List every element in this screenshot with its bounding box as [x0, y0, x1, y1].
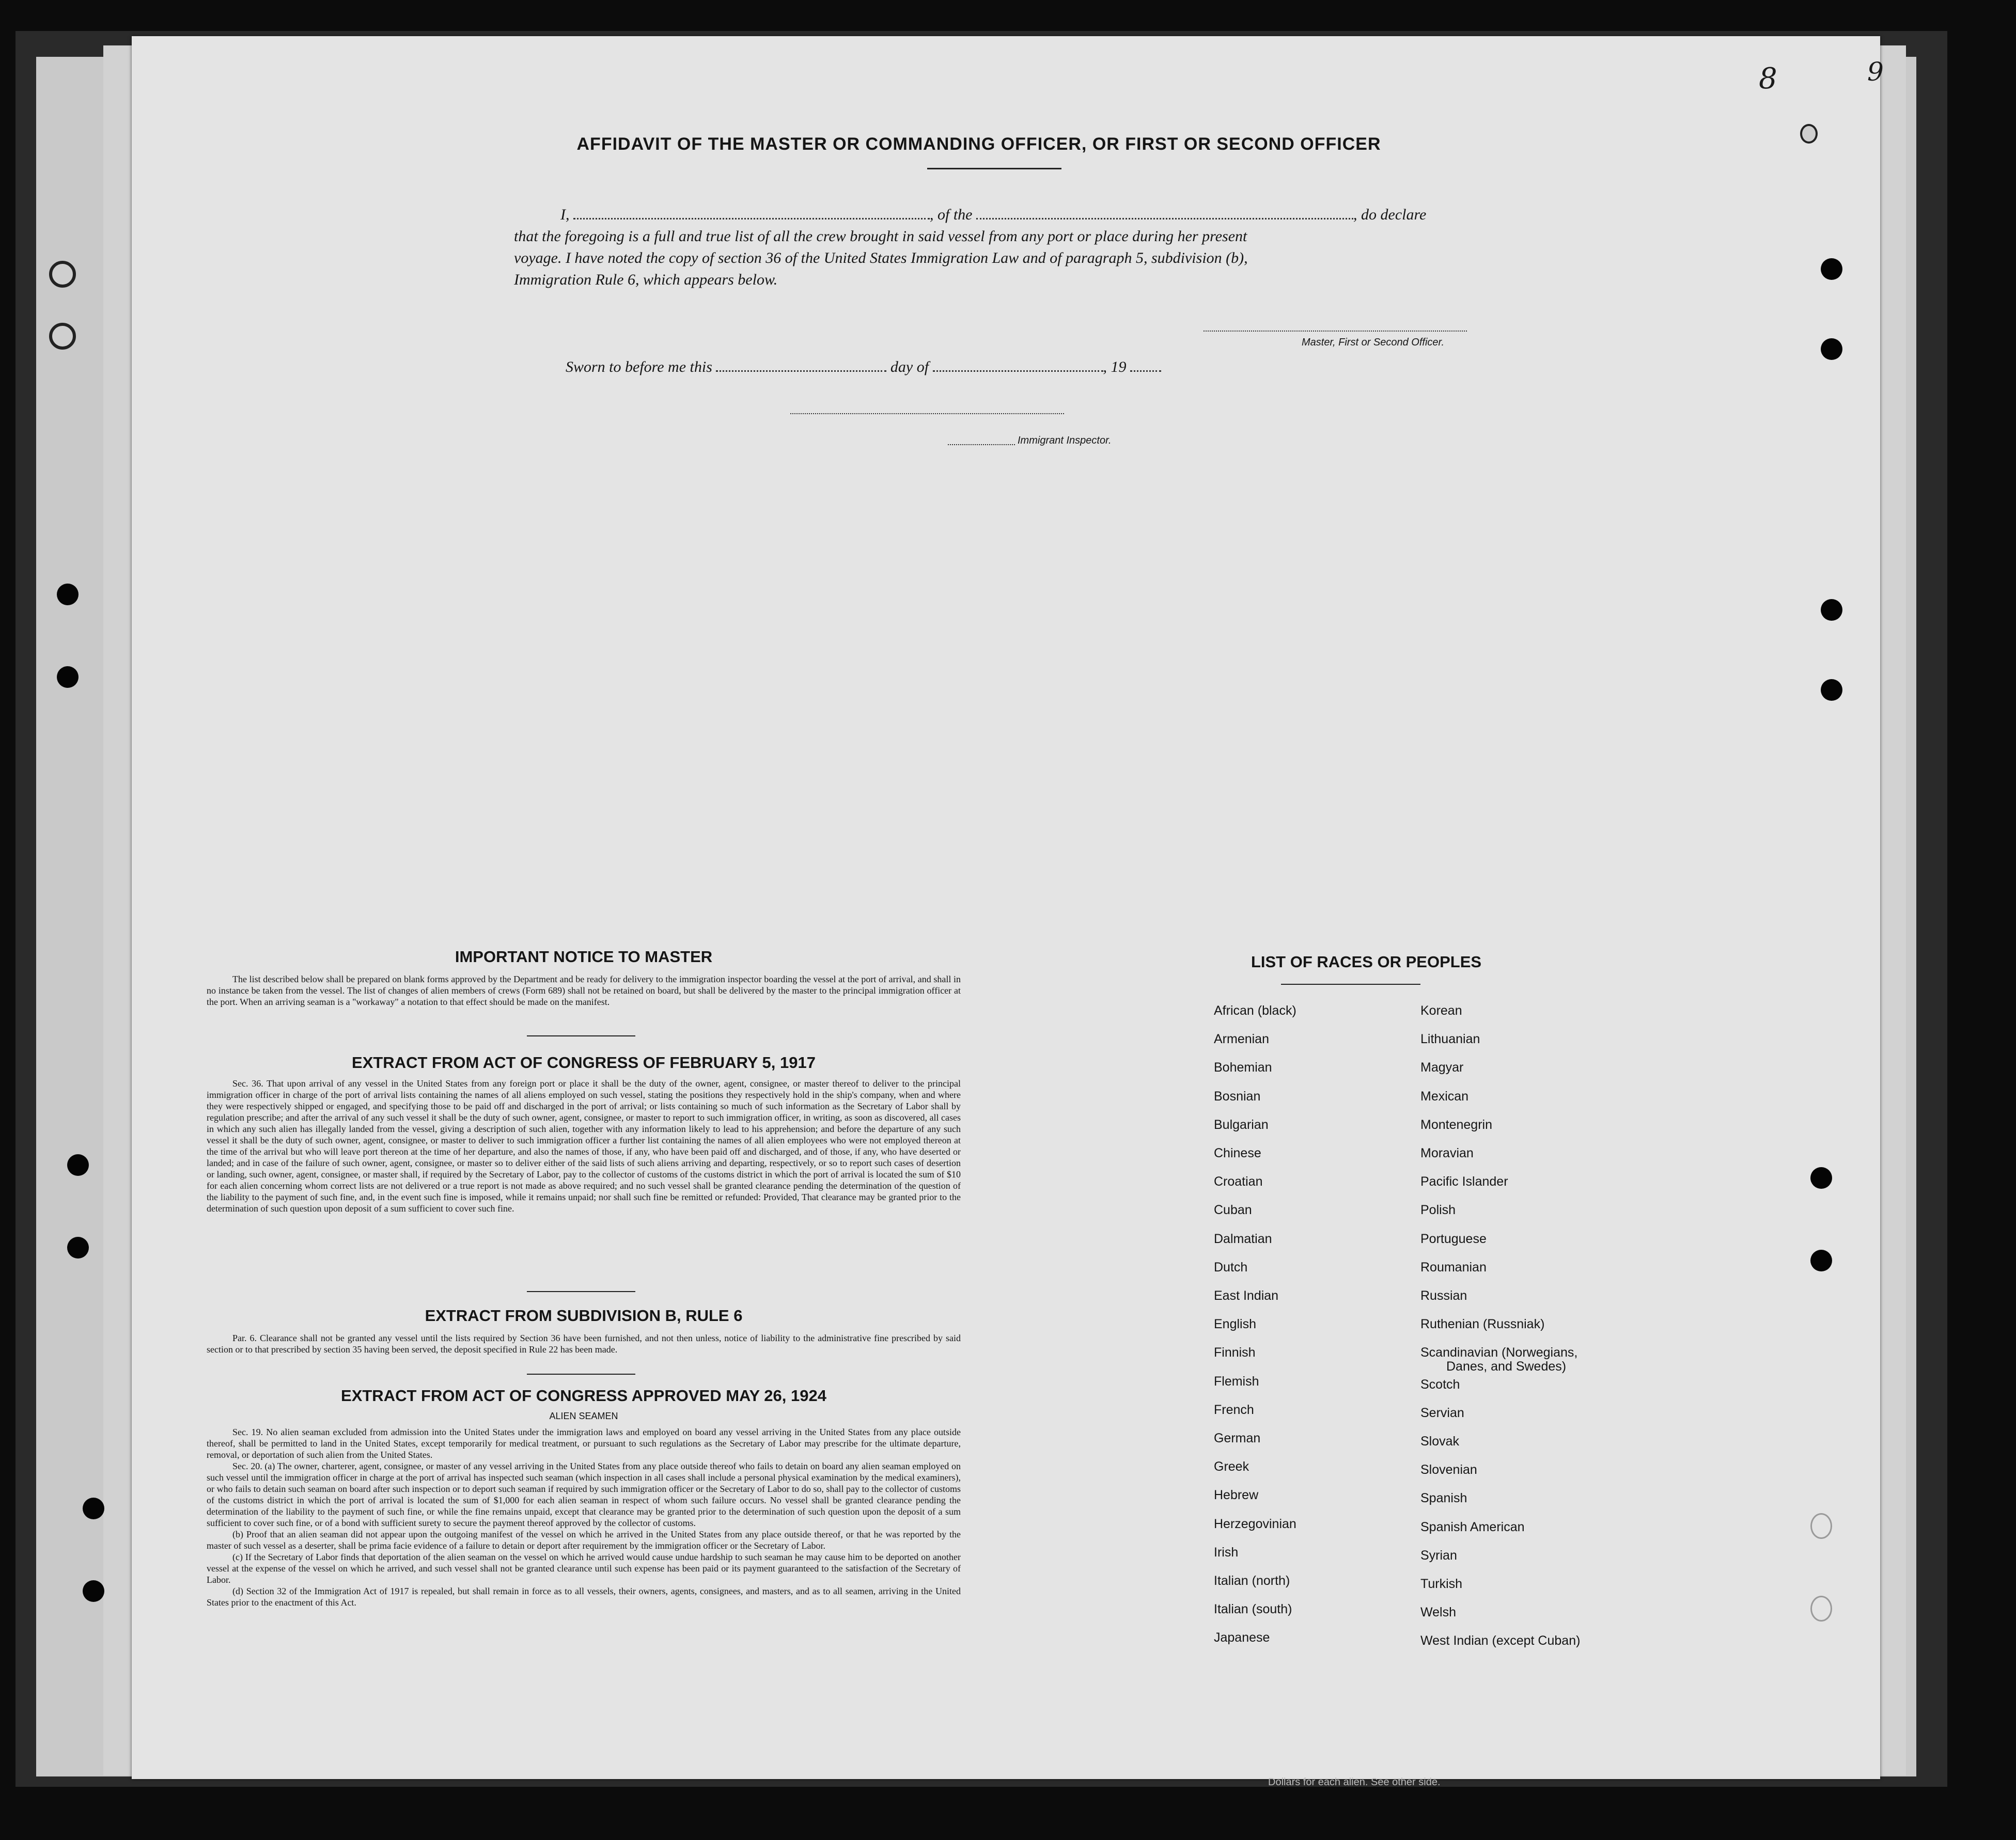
race-item: Croatian: [1214, 1174, 1263, 1189]
race-item: Hebrew: [1214, 1488, 1259, 1503]
race-item: Bohemian: [1214, 1060, 1272, 1075]
sec-19-paragraph: Sec. 19. No alien seaman excluded from admission into the United States under the immigration laws and employed on board any vessel arriving in the United States from any place outside thereof, shall be permitted to land in the United States, except temporarily for medical treatment, or pursuant to such regulations as the Secretary of Labor may prescribe for the ultimate departure, removal, or deportation of such alien from the United States.: [207, 1427, 961, 1460]
section-rule: [527, 1291, 635, 1292]
inspector-title-dots: [948, 444, 1015, 445]
sworn-year-blank: [1130, 366, 1161, 372]
race-item: French: [1214, 1402, 1254, 1417]
affidavit-page: [132, 36, 1884, 1788]
race-item: Servian: [1420, 1405, 1464, 1420]
notice-heading: IMPORTANT NOTICE TO MASTER: [455, 948, 713, 966]
inspector-label: Immigrant Inspector.: [1018, 435, 1112, 446]
race-item: Greek: [1214, 1459, 1249, 1474]
binder-hole: [67, 1154, 89, 1176]
extract-1924-heading: EXTRACT FROM ACT OF CONGRESS APPROVED MAY 26, 1924: [341, 1387, 826, 1405]
extract-1924-text: [207, 1426, 961, 1608]
race-item: Scandinavian (Norwegians,: [1420, 1345, 1578, 1360]
sec-20d-paragraph: (d) Section 32 of the Immigration Act of 1917 is repealed, but shall remain in force as to all vessels, their owners, agents, consignees, and masters, and as to all seamen, arriving in the United States prior to the enactment of this Act.: [207, 1586, 961, 1608]
race-item: Montenegrin: [1420, 1117, 1492, 1132]
officer-name-blank: [573, 214, 930, 219]
race-item: Lithuanian: [1420, 1032, 1480, 1047]
extract-1917-heading: EXTRACT FROM ACT OF CONGRESS OF FEBRUARY 5, 1917: [352, 1053, 816, 1072]
extract-1917-text: [207, 1078, 961, 1214]
race-item: Korean: [1420, 1003, 1462, 1018]
race-item: Turkish: [1420, 1577, 1463, 1591]
race-item: Welsh: [1420, 1605, 1457, 1620]
page-number-left: 8: [1759, 62, 1777, 96]
punch-hole: [1810, 1250, 1832, 1271]
race-item: Bosnian: [1214, 1089, 1261, 1104]
notice-paragraph: The list described below shall be prepared on blank forms approved by the Department and be ready for delivery to the immigration inspector boarding the vessel at the port of arrival, and shall in no instance be taken from the vessel. The list of changes of alien members of crews (Form 689) shall not be retained on board, but shall be delivered by the master to the principal immigration officer at the port. When an arriving seaman is a "workaway" a notation to that effect should be made on the manifest.: [207, 974, 961, 1007]
extract-rule6-text: [207, 1332, 961, 1355]
sec-20b-paragraph: (b) Proof that an alien seaman did not appear upon the outgoing manifest of the vessel on which he arrived in the United States from any place outside thereof, or that he was reported by the master of such vessel as a deserter, shall be prima facie evidence of a failure to detain or deport after requirement by the immigration officer or the Secretary of Labor.: [207, 1529, 961, 1551]
binder-hole: [83, 1498, 104, 1519]
race-item: Cuban: [1214, 1203, 1252, 1218]
master-signature-label: Master, First or Second Officer.: [1302, 337, 1445, 348]
race-item: Russian: [1420, 1288, 1467, 1303]
punch-hole: [1800, 124, 1818, 144]
section-rule: [527, 1374, 635, 1375]
race-item: Armenian: [1214, 1032, 1269, 1047]
declaration-line: [514, 204, 1464, 226]
sworn-year-prefix: , 19: [1103, 358, 1127, 375]
binder-hole: [83, 1580, 104, 1602]
sworn-day-of: day of: [890, 358, 929, 375]
sworn-text: Sworn to before me this: [566, 358, 712, 375]
race-item: Portuguese: [1420, 1231, 1487, 1246]
punch-hole: [1821, 599, 1842, 621]
race-item: Spanish: [1420, 1491, 1467, 1506]
sec-20c-paragraph: (c) If the Secretary of Labor finds that deportation of the alien seaman on the vessel on which he arrived would cause undue hardship to such seaman he may cause him to be deported on another vessel at the expense of the vessel on which he arrived, and such vessel shall not be granted clearance until such expense has been paid or its payment guaranteed to the satisfaction of the Secretary of Labor.: [207, 1552, 961, 1585]
declaration-i: I,: [560, 206, 570, 223]
extract-rule6-heading: EXTRACT FROM SUBDIVISION B, RULE 6: [425, 1307, 743, 1325]
race-item: Scotch: [1420, 1377, 1460, 1392]
master-signature-line: [1204, 331, 1467, 332]
races-heading: LIST OF RACES OR PEOPLES: [1251, 953, 1482, 971]
binder-hole: [57, 666, 79, 688]
sworn-month-blank: [933, 366, 1103, 372]
par-6-paragraph: Par. 6. Clearance shall not be granted any vessel until the lists required by Section 36 have been furnished, and not then unless, notice of liability to the administrative fine prescribed by said section or to that prescribed by section 35 having been served, the deposit specified in Rule 22 has been made.: [207, 1333, 961, 1355]
race-item: German: [1214, 1431, 1261, 1445]
alien-seamen-subheading: ALIEN SEAMEN: [549, 1411, 618, 1421]
page-number-right: 9: [1867, 57, 1884, 87]
declaration-of-the: , of the: [930, 206, 973, 223]
affidavit-title: AFFIDAVIT OF THE MASTER OR COMMANDING OFFICER, OR FIRST OR SECOND OFFICER: [576, 134, 1381, 154]
race-item: East Indian: [1214, 1288, 1279, 1303]
sworn-line: [566, 356, 1444, 378]
notice-text: [207, 973, 961, 1008]
vessel-name-blank: [976, 214, 1353, 219]
underlying-page-text: Dollars for each alien. See other side.: [1268, 1776, 1441, 1788]
race-item-continuation: Danes, and Swedes): [1446, 1359, 1567, 1374]
race-item: Chinese: [1214, 1146, 1261, 1160]
declaration-body-1: that the foregoing is a full and true list of all the crew brought in said vessel from any port or place during her present: [514, 228, 1247, 245]
race-item: Roumanian: [1420, 1260, 1487, 1275]
race-item: Bulgarian: [1214, 1117, 1269, 1132]
race-item: Irish: [1214, 1545, 1239, 1560]
race-item: Slovenian: [1420, 1462, 1477, 1477]
race-item: Pacific Islander: [1420, 1174, 1508, 1189]
title-rule: [927, 168, 1061, 169]
race-item: Spanish American: [1420, 1519, 1525, 1534]
race-item: Herzegovinian: [1214, 1516, 1296, 1531]
punch-hole: [1821, 679, 1842, 701]
binder-hole: [67, 1237, 89, 1259]
race-item: English: [1214, 1317, 1256, 1332]
binder-hole: [49, 323, 76, 350]
section-rule: [527, 1035, 635, 1036]
sworn-day-blank: [716, 366, 886, 372]
race-item: Italian (north): [1214, 1574, 1290, 1588]
race-item: Magyar: [1420, 1060, 1464, 1075]
inspector-signature-line: [790, 413, 1064, 414]
race-item: Finnish: [1214, 1345, 1256, 1360]
race-item: West Indian (except Cuban): [1420, 1633, 1581, 1648]
punch-hole-faint: [1810, 1513, 1832, 1539]
race-item: Polish: [1420, 1203, 1456, 1218]
race-item: Japanese: [1214, 1630, 1270, 1645]
declaration-do-declare: , do declare: [1353, 206, 1427, 223]
punch-hole: [1821, 338, 1842, 360]
race-item: Ruthenian (Russniak): [1420, 1317, 1545, 1332]
punch-hole-faint: [1810, 1596, 1832, 1622]
race-item: Slovak: [1420, 1434, 1460, 1449]
sec-36-paragraph: Sec. 36. That upon arrival of any vessel in the United States from any foreign port or place it shall be the duty of the owner, agent, consignee, or master thereof to deliver to the principal immigration officer in charge of the port of arrival lists containing the names of all aliens employed on such vessel, stating the positions they respectively hold in the ship's company, when and where they were respectively shipped or engaged, and specifying those to be paid off and discharged in the port of arrival; or lists containing so much of such information as the Secretary of Labor shall by regulation prescribe; and after the arrival of any such vessel it shall be the duty of such owner, agent, consignee, or master to report to such immigration officer, in writing, as soon as discovered, all cases in which any such alien has illegally landed from the vessel, giving a description of such alien, together with any information likely to lead to his apprehension; and before the departure of any such vessel it shall be the duty of such owner, agent, consignee, or master to deliver to such immigration officer a further list containing the names of all alien employees who were not employed thereon at the time of the arrival but who will leave port thereon at the time of her departure, and also the names of those, if any, who have been paid off and discharged, and of those, if any, who have deserted or landed; and in case of the failure of such owner, agent, consignee, or master so to deliver either of the said lists of such aliens arriving and departing, respectively, or so to report such cases of desertion or landing, such owner, agent, consignee, or master shall, if required by the Secretary of Labor, pay to the collector of customs of the customs district in which the port of arrival is located the sum of $10 for each alien concerning whom correct lists are not delivered or a true report is not made as above required; and no such vessel shall be granted clearance pending the determination of the question of the liability to the payment of such fine, and, in the event such fine is imposed, while it remains unpaid; nor shall such fine be remitted or refunded: Provided, That clearance may be granted prior to the determination of such question upon deposit of a sum sufficient to cover such fine.: [207, 1078, 961, 1214]
race-item: Dalmatian: [1214, 1231, 1272, 1246]
sec-20a-paragraph: Sec. 20. (a) The owner, charterer, agent, consignee, or master of any vessel arriving in the United States from any place outside thereof who fails to detain on board any alien seaman employed on such vessel until the immigration officer in charge at the port of arrival has inspected such seaman (which inspection in all cases shall include a personal physical examination by the medical examiners), or who fails to detain such seaman on board after such inspection or to deport such seaman if required by such immigration officer or the Secretary of Labor to do so, shall pay to the collector of customs of the customs district in which the port of arrival is located the sum of $1,000 for each alien seaman in respect of whom such failure occurs. No vessel shall be granted clearance pending the determination of the liability to the payment of such fine, or while the fine remains unpaid, except that clearance may be granted prior to the determination of such question upon the deposit of a sum sufficient to cover such fine, or of a bond with sufficient surety to secure the payment thereof approved by the collector of customs.: [207, 1461, 961, 1528]
declaration-body-2: voyage. I have noted the copy of section 36 of the United States Immigration Law and of paragraph 5, subdivision (b),: [514, 249, 1248, 266]
race-item: Syrian: [1420, 1548, 1457, 1563]
binder-hole: [49, 261, 76, 288]
binder-hole: [57, 584, 79, 605]
race-item: Italian (south): [1214, 1602, 1292, 1617]
races-rule: [1281, 984, 1420, 985]
race-item: African (black): [1214, 1003, 1296, 1018]
declaration-body-3: Immigration Rule 6, which appears below.: [514, 271, 778, 288]
punch-hole: [1810, 1167, 1832, 1189]
race-item: Flemish: [1214, 1374, 1259, 1389]
punch-hole: [1821, 258, 1842, 280]
race-item: Moravian: [1420, 1146, 1474, 1160]
race-item: Mexican: [1420, 1089, 1469, 1104]
race-item: Dutch: [1214, 1260, 1248, 1275]
